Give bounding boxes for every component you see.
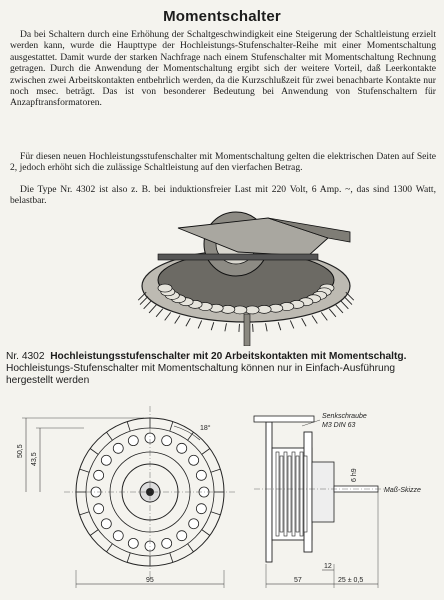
solder-terminal (253, 324, 254, 332)
solder-terminal (321, 312, 327, 320)
solder-terminal (312, 316, 317, 324)
front-contact (94, 504, 104, 514)
side-plate (276, 452, 279, 536)
solder-terminal (290, 320, 294, 328)
front-contact (128, 436, 138, 446)
solder-terminal (175, 316, 180, 324)
front-contact (113, 443, 123, 453)
front-terminal (90, 449, 98, 455)
front-contact (177, 531, 187, 541)
rating-paragraph: Für diesen neuen Hochleistungsstufenschalter mit Momentschaltung gelten die elektrischen Daten auf Seite 2, jedoch erhöht sich die zulässige Schaltleistung auf den vierfachen Betrag. (10, 151, 436, 174)
front-terminal (170, 422, 173, 432)
product-caption (6, 351, 440, 363)
solder-terminal (144, 301, 152, 309)
example-paragraph: Die Type Nr. 4302 ist also z. B. bei induktionsfreier Last mit 220 Volt, 6 Amp. ~, das sind 1300 Watt, belastbar. (10, 184, 436, 207)
screw-label-1: Senkschraube (322, 413, 367, 420)
dim-side-depth: 57 (294, 577, 302, 584)
side-plate (284, 452, 287, 536)
solder-terminal (165, 312, 171, 320)
side-plate (288, 456, 291, 532)
front-contact (189, 455, 199, 465)
product-number: Nr. 4302 (6, 351, 45, 362)
front-contact (162, 538, 172, 548)
screw-label-2: M3 DIN 63 (322, 422, 356, 429)
front-terminal (127, 553, 130, 563)
front-view (17, 406, 236, 588)
intro-paragraph: Da bei Schaltern durch eine Erhöhung der Schaltgeschwindigkeit eine Steigerung der Schaltleistung erzielt werden kann, wurde die Haupttype der Hochleistungs-Stufenschalter-Reihe mit einer Momentschaltung ausgestattet. Damit wurde der starken Nachfrage nach einem Stufenschalter mit Momentschaltung Rechnung getragen. Durch die Anwendung der Momentschaltung ergibt sich der weitere Vorteil, daß Leerkontakte zwischen zwei Arbeitskontakten entbehrlich werden, da die Kurzschlußzeit für zwei benachbarte Kontakte nur noch msec. beträgt. Das ist von besonderer Bedeutung bei Anwendung von Stufenschaltern für Anzapftransformatoren. (10, 29, 436, 109)
shaft-label: 6 h9 (351, 468, 358, 482)
contact-stud (158, 284, 172, 292)
side-plate (296, 456, 299, 532)
front-contact (113, 531, 123, 541)
front-terminal (107, 544, 113, 552)
front-contact (101, 455, 111, 465)
front-terminal (80, 469, 90, 472)
dimension-drawing (4, 392, 440, 598)
solder-terminal (149, 305, 156, 313)
front-contact (196, 504, 206, 514)
dim-side-shaft: 12 (324, 563, 332, 570)
front-terminal (127, 422, 130, 432)
front-terminal (202, 530, 210, 536)
solder-terminal (302, 318, 306, 326)
dim-front-height-inner: 43,5 (31, 452, 38, 466)
front-contact (128, 538, 138, 548)
front-terminal (211, 512, 221, 515)
solder-terminal (336, 305, 343, 313)
solder-terminal (341, 301, 349, 309)
solder-terminal (329, 309, 336, 317)
solder-terminal (278, 322, 281, 330)
front-terminal (211, 469, 221, 472)
solder-terminal (156, 309, 163, 317)
front-terminal (80, 512, 90, 515)
front-terminal (90, 530, 98, 536)
side-plate (300, 452, 303, 536)
solder-terminal (266, 323, 268, 331)
angle-label: 18° (200, 425, 211, 432)
solder-terminal (198, 320, 202, 328)
dim-front-height-outer: 50,5 (17, 444, 24, 458)
front-contact (189, 519, 199, 529)
dim-front-width: 95 (146, 577, 154, 584)
front-contact (162, 436, 172, 446)
side-plate (280, 456, 283, 532)
front-terminal (188, 544, 194, 552)
page-title: Momentschalter (163, 8, 281, 25)
side-view (254, 413, 421, 588)
solder-terminal (239, 324, 240, 332)
front-contact (101, 519, 111, 529)
front-contact (177, 443, 187, 453)
front-terminal (107, 432, 113, 440)
front-terminal (202, 449, 210, 455)
solder-terminal (211, 322, 214, 330)
front-contact (94, 470, 104, 480)
product-title: Hochleistungsstufenschalter mit 20 Arbeitskontakten mit Momentschaltg. (50, 351, 407, 362)
side-plate (292, 452, 295, 536)
front-contact (196, 470, 206, 480)
solder-terminal (186, 318, 190, 326)
switch-photo (118, 208, 378, 346)
sketch-label: Maß-Skizze (384, 487, 421, 494)
solder-terminal (225, 323, 227, 331)
dim-side-length: 25 ± 0,5 (338, 577, 364, 584)
side-plate (304, 456, 307, 532)
product-note: Hochleistungs-Stufenschalter mit Momentschaltung können nur in Einfach-Ausführung hergestellt werden (6, 363, 396, 386)
front-terminal (170, 553, 173, 563)
